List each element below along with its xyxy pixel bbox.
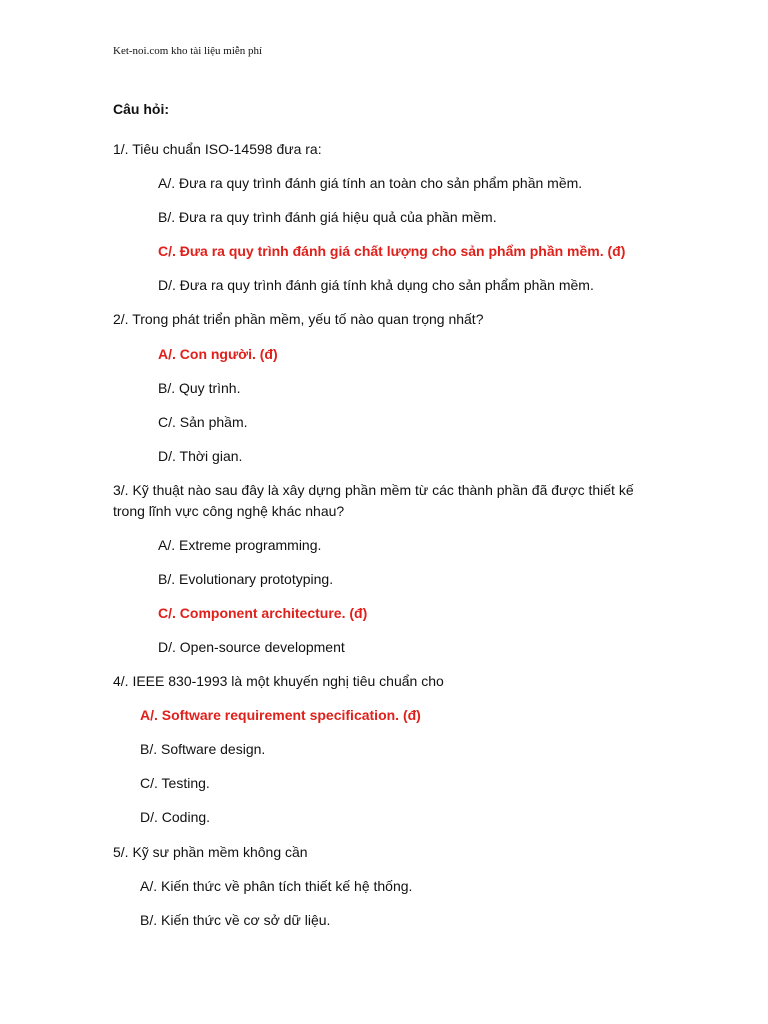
answer-option-correct: C/. Đưa ra quy trình đánh giá chất lượng cho sản phẩm phần mềm. (đ) [158,243,626,259]
answer-option: C/. Sản phầm. [158,414,248,430]
answer-option: B/. Kiến thức về cơ sở dữ liệu. [140,912,331,928]
question-5: 5/. Kỹ sư phần mềm không cần [113,844,308,860]
answer-option: B/. Đưa ra quy trình đánh giá hiệu quả của phần mềm. [158,209,497,225]
answer-option-correct: A/. Software requirement specification. (đ) [140,707,421,723]
question-4: 4/. IEEE 830-1993 là một khuyến nghị tiêu chuẩn cho [113,673,444,689]
answer-option: B/. Quy trình. [158,380,241,396]
answer-option: D/. Thời gian. [158,448,243,464]
answer-option: B/. Software design. [140,741,266,757]
question-3-line-1: 3/. Kỹ thuật nào sau đây là xây dựng phần mềm từ các thành phần đã được thiết kế [113,482,634,498]
answer-option: D/. Open-source development [158,639,345,655]
answer-option-correct: C/. Component architecture. (đ) [158,605,368,621]
question-2: 2/. Trong phát triển phần mềm, yếu tố nào quan trọng nhất? [113,311,484,327]
question-3-line-2: trong lĩnh vực công nghệ khác nhau? [113,503,345,519]
answer-option-correct: A/. Con người. (đ) [158,346,278,362]
question-1: 1/. Tiêu chuẩn ISO-14598 đưa ra: [113,141,322,157]
page-header: Ket-noi.com kho tài liệu miễn phí [113,45,263,57]
answer-option: B/. Evolutionary prototyping. [158,571,334,587]
answer-option: A/. Đưa ra quy trình đánh giá tính an toàn cho sản phẩm phần mềm. [158,175,583,191]
page-title: Câu hỏi: [113,101,169,117]
answer-option: A/. Extreme programming. [158,537,322,553]
answer-option: C/. Testing. [140,775,210,791]
answer-option: A/. Kiến thức về phân tích thiết kế hệ thống. [140,878,413,894]
answer-option: D/. Đưa ra quy trình đánh giá tính khả dụng cho sản phẩm phần mềm. [158,277,594,293]
answer-option: D/. Coding. [140,809,211,825]
